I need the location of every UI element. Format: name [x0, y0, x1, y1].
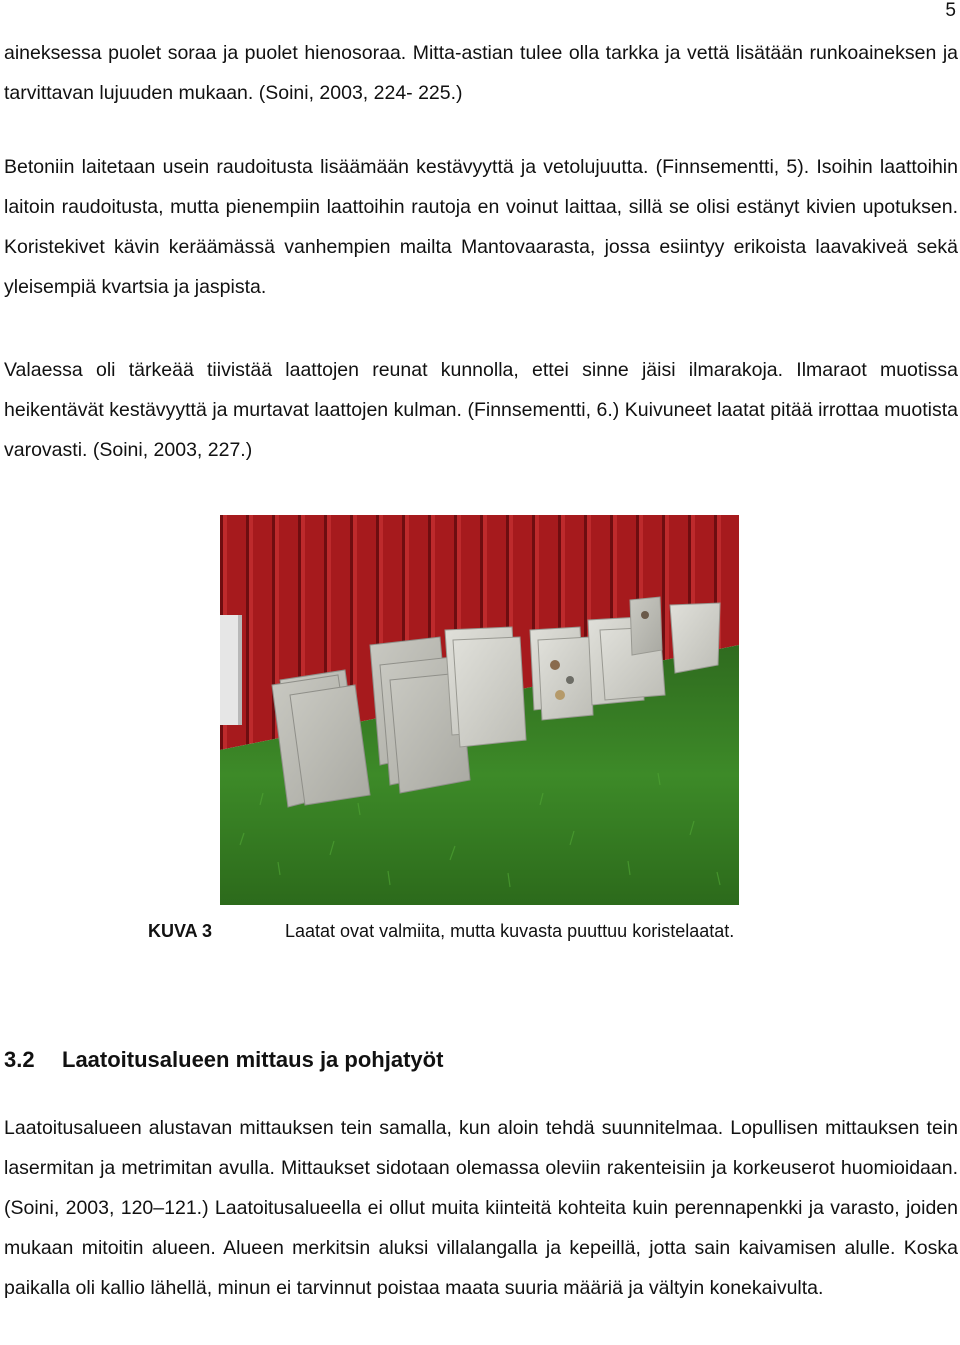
section-number: 3.2 [4, 1047, 35, 1072]
body-paragraph: aineksessa puolet soraa ja puolet hienosoraa. Mitta-astian tulee olla tarkka ja vettä lisätään runkoaineksen ja tarvittavan lujuuden mukaan. (Soini, 2003, 224- 225.) [4, 42, 958, 104]
section-title: Laatoitusalueen mittaus ja pohjatyöt [62, 1047, 444, 1072]
page-number: 5 [945, 0, 956, 21]
figure-caption: Laatat ovat valmiita, mutta kuvasta puuttuu koristelaatat. [285, 921, 735, 941]
body-paragraph: Betoniin laitetaan usein raudoitusta lisäämään kestävyyttä ja vetolujuutta. (Finnsementti, 5). Isoihin laattoihin laitoin raudoitusta, mutta pienempiin laattoihin rautoja en voinut laittaa, sillä se olisi estänyt kivien upotuksen. Koristekivet kävin keräämässä vanhempien mailta Mantovaarasta, jossa esiintyy erikoista laavakiveä sekä yleisempiä kvartsia ja jaspista. [4, 156, 958, 298]
body-paragraph: Laatoitusalueen alustavan mittauksen tein samalla, kun aloin tehdä suunnitelmaa. Lopullisen mittauksen tein lasermitan ja metrimitan avulla. Mittaukset sidotaan olemassa oleviin rakenteisiin ja korkeuserot huomioidaan. (Soini, 2003, 120–121.) Laatoitusalueella ei ollut muita kiinteitä kohteita kuin perennapenkki ja varasto, joiden mukaan mitoitin alueen. Alueen merkitsin aluksi villalangalla ja kepeillä, jotta sain kaivamisen alulle. Koska paikalla oli kallio lähellä, minun ei tarvinnut poistaa maata suuria määriä ja vältyin konekaivulta. [4, 1117, 958, 1299]
figure-photo-concrete-tiles [220, 515, 739, 905]
body-paragraph: Valaessa oli tärkeää tiivistää laattojen reunat kunnolla, ettei sinne jäisi ilmarakoja. Ilmaraot muotissa heikentävät kestävyyttä ja murtavat laattojen kulman. (Finnsementti, 6.) Kuivuneet laatat pitää irrottaa muotista varovasti. (Soini, 2003, 227.) [4, 359, 958, 461]
figure-label: KUVA 3 [148, 921, 213, 941]
